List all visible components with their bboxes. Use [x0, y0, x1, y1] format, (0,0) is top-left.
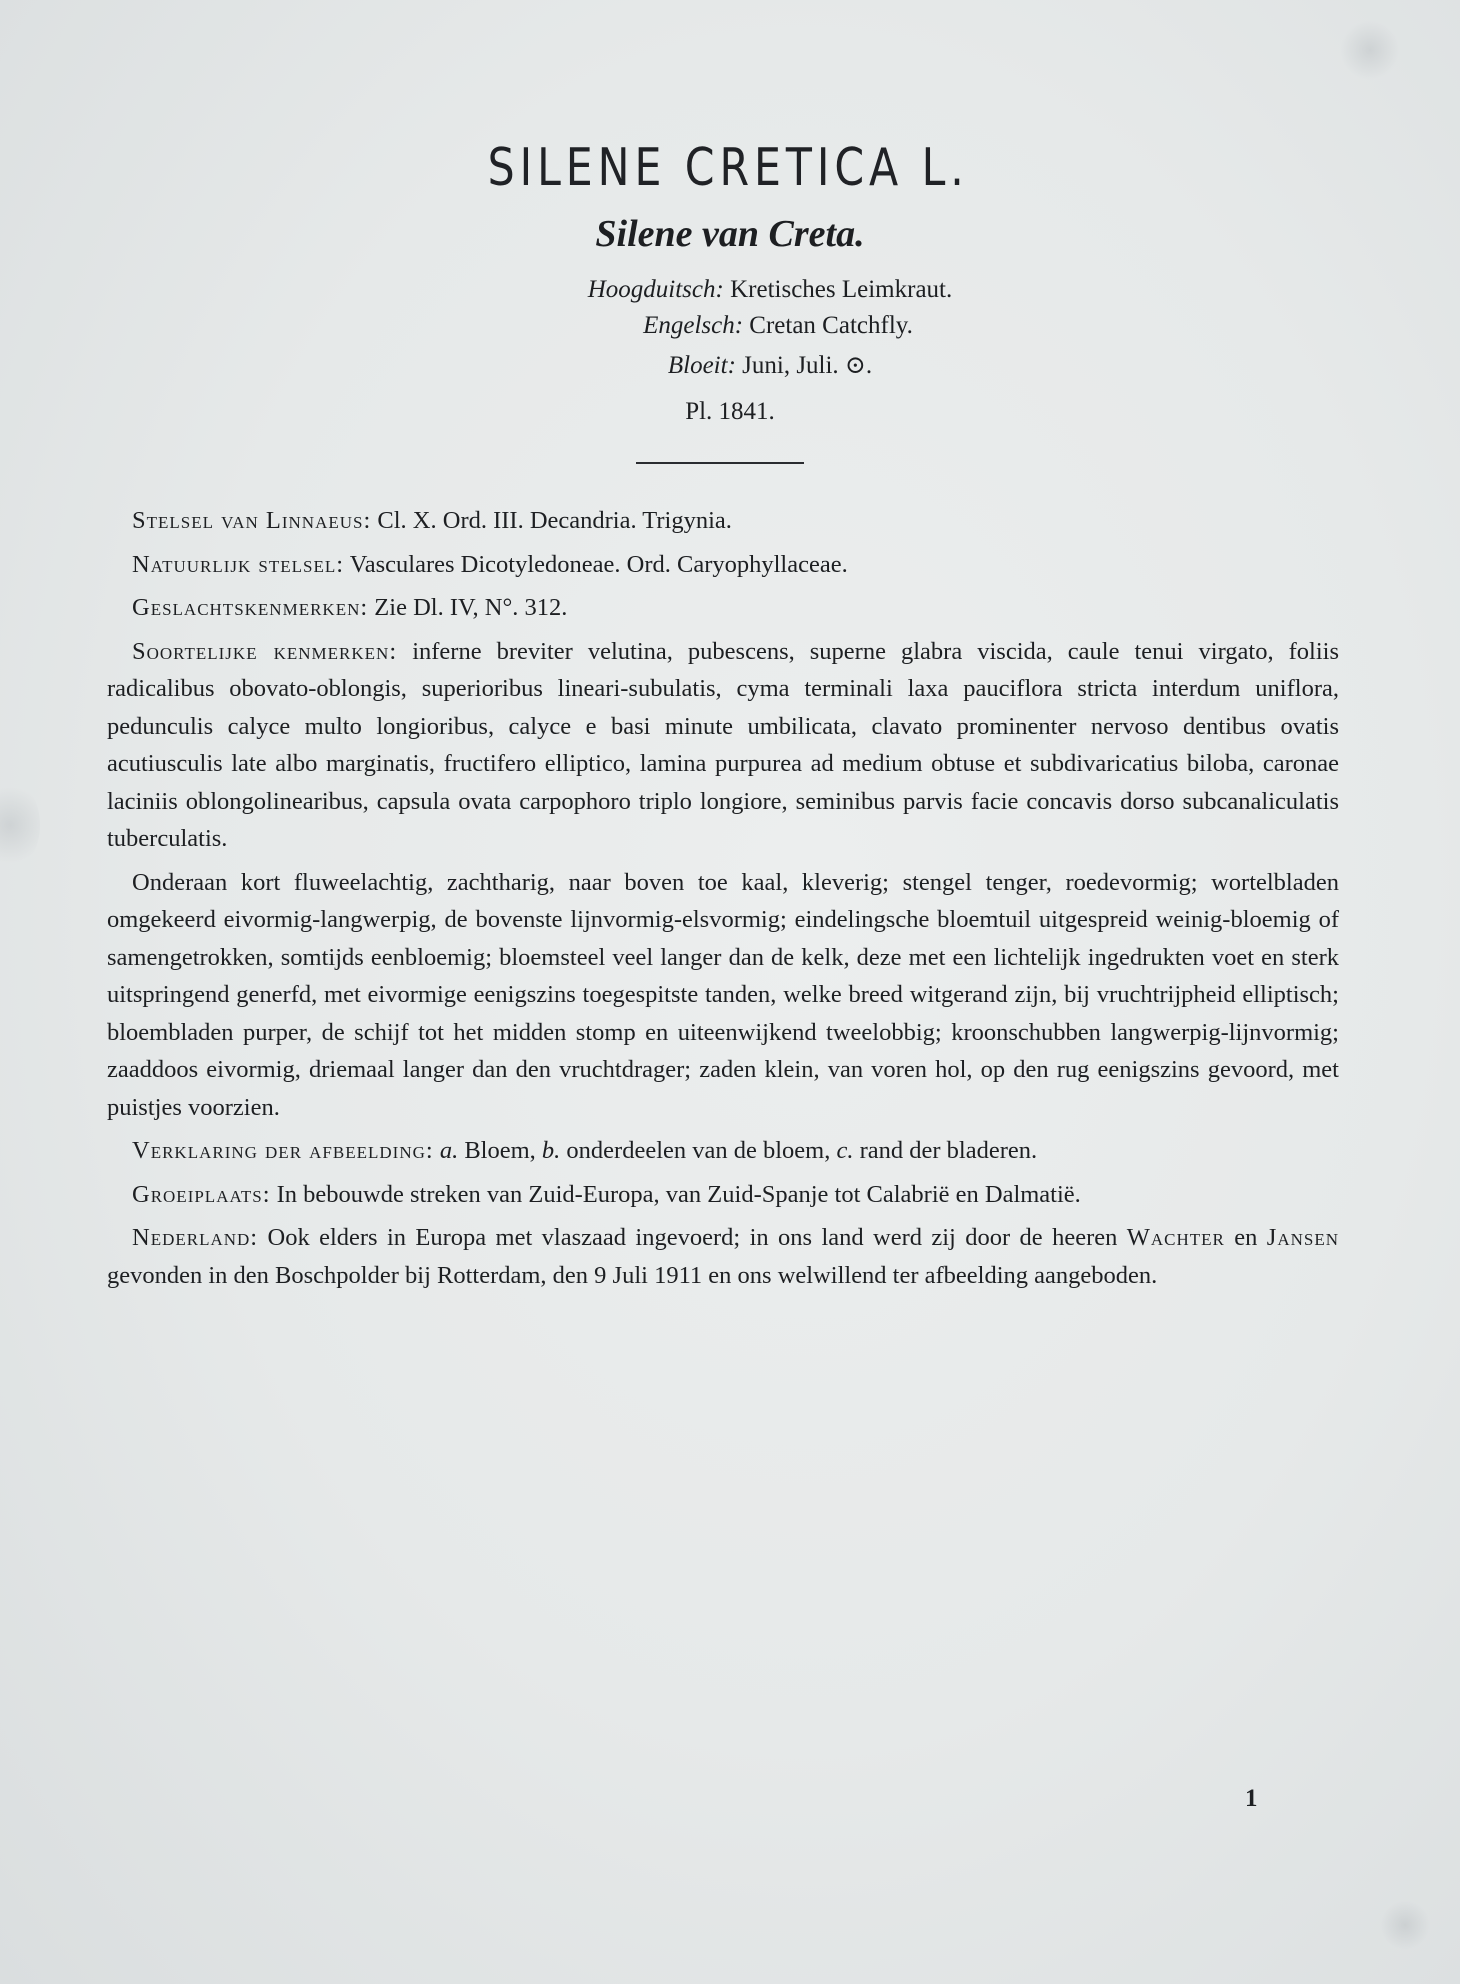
section-text: Onderaan kort fluweelachtig, zachtharig, naar boven toe kaal, kleverig; stengel tenger, roedevormig; wortelbladen omgekeerd eivormig-langwerpig, de bovenste lijnvormig-elsvormig; eindelingsche bloemtuil uitgespreid weinig-bloemig of samengetrokken, somtijds eenbloemig; bloemsteel veel langer dan de kelk, deze met een lichtelijk ingedrukten voet en sterk uitspringend generfd, met eivormige eenigszins toegespitste tanden, welke breed witgerand zijn, bij vruchtrijpheid elliptisch; bloembladen purper, de schijf tot het midden stomp en uiteenwijkend tweelobbig; kroonschubben langwerpig-lijnvormig; zaaddoos eivormig, driemaal langer dan den vruchtdrager; zaden klein, van voren hol, op den rug eenigszins gevoord, met puistjes voorzien.	[107, 868, 1339, 1121]
figure-letter: a.	[439, 1137, 459, 1164]
figure-caption: onderdeelen van de bloem,	[566, 1137, 831, 1164]
name-label: Bloeit:	[667, 352, 736, 379]
paper-stain	[0, 780, 40, 870]
figure-caption: Bloem,	[464, 1137, 536, 1164]
section-text: inferne breviter velutina, pubescens, superne glabra viscida, caule tenui virgato, foliis radicalibus obovato-oblongis, superioribus lineari-subulatis, cyma terminali laxa pauciflora stricta interdum uniflora, pedunculis calyce multo longioribus, calyce e basi minute umbilicata, clavato prominenter nervoso dentibus ovatis acutiusculis late albo marginatis, fructifero elliptico, lamina purpurea ad medium obtuse et subdivaricatius biloba, caronae laciniis oblongolinearibus, capsula ovata carpophoro triplo longiore, seminibus parvis facie concavis dorso subcanaliculatis tuberculatis.	[107, 637, 1340, 852]
section-text: Ook elders in Europa met vlaszaad ingevoerd; in ons land werd zij door de heeren	[267, 1224, 1118, 1251]
page-number: 1	[1245, 1785, 1258, 1812]
name-value: Juni, Juli. ⊙.	[742, 352, 873, 379]
person-name: Wachter	[1126, 1224, 1225, 1251]
description-body	[107, 502, 1339, 1300]
figure-letter: c.	[836, 1137, 854, 1164]
paper-stain	[1380, 1900, 1430, 1950]
common-name-english	[48, 312, 1460, 340]
section-explanation	[107, 1132, 1339, 1170]
conjunction: en	[1234, 1224, 1258, 1251]
person-name: Jansen	[1266, 1224, 1339, 1251]
section-label: Soortelijke kenmerken:	[132, 637, 398, 665]
section-label: Stelsel van Linnaeus:	[132, 507, 372, 534]
flowering-period	[40, 350, 1460, 380]
section-species-latin	[107, 633, 1339, 858]
figure-caption: rand der bladeren.	[859, 1137, 1038, 1164]
name-value: Kretisches Leimkraut.	[730, 276, 953, 303]
paper-stain	[1340, 20, 1400, 80]
section-label: Groeiplaats:	[132, 1180, 271, 1208]
section-linnaeus	[107, 502, 1339, 540]
divider	[636, 462, 804, 464]
section-text: gevonden in den Boschpolder bij Rotterdam, den 9 Juli 1911 en ons welwillend ter afbeelding aangeboden.	[107, 1261, 1158, 1289]
plate-number: Pl. 1841.	[685, 398, 775, 425]
page-title: SILENE CRETICA L.	[487, 138, 969, 198]
section-text: In bebouwde streken van Zuid-Europa, van Zuid-Spanje tot Calabrië en Dalmatië.	[276, 1180, 1081, 1208]
section-netherlands	[107, 1219, 1339, 1294]
figure-letter: b.	[541, 1137, 561, 1164]
section-species-dutch	[107, 864, 1339, 1127]
section-text: Cl. X. Ord. III. Decandria. Trigynia.	[377, 507, 732, 534]
name-value: Cretan Catchfly.	[749, 312, 913, 339]
name-label: Hoogduitsch:	[587, 276, 724, 303]
section-label: Geslachtskenmerken:	[132, 594, 369, 621]
common-name-german	[40, 276, 1460, 304]
section-text: Zie Dl. IV, N°. 312.	[374, 594, 568, 621]
section-text: Vasculares Dicotyledoneae. Ord. Caryophyllaceae.	[349, 550, 848, 578]
section-label: Verklaring der afbeelding:	[132, 1137, 434, 1164]
section-genus	[107, 589, 1339, 627]
section-habitat	[107, 1176, 1339, 1214]
section-label: Nederland:	[132, 1224, 259, 1251]
section-natural-system	[107, 546, 1339, 584]
name-label: Engelsch:	[643, 312, 744, 339]
page-subtitle: Silene van Creta.	[595, 213, 865, 255]
section-label: Natuurlijk stelsel:	[132, 550, 345, 578]
